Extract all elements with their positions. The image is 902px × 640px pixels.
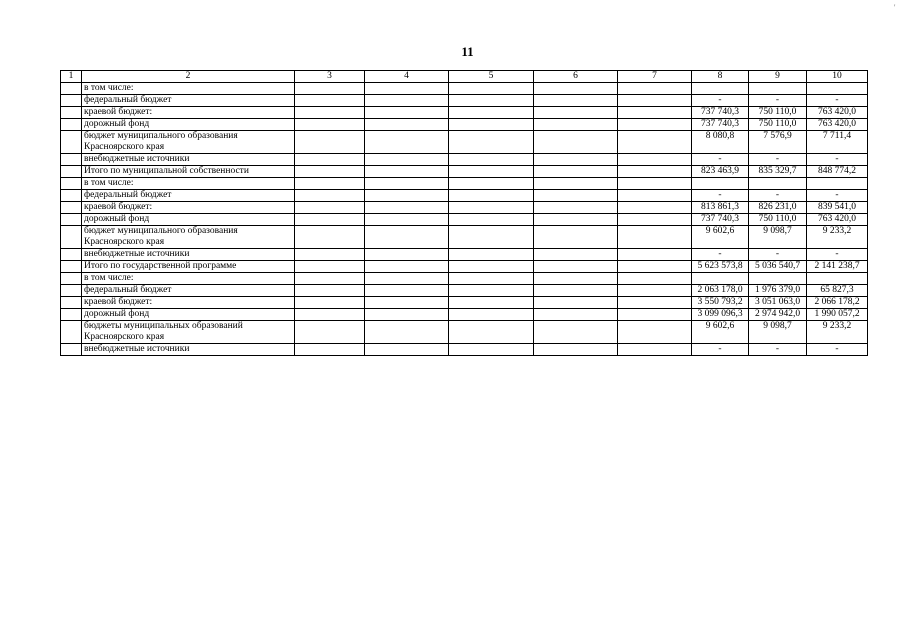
value-col-9: - [749, 95, 807, 107]
value-col-9: 3 051 063,0 [749, 297, 807, 309]
cell-col-7 [618, 214, 692, 226]
cell-col-5 [449, 119, 534, 131]
table-row [61, 154, 868, 166]
table-row [61, 344, 868, 356]
value-col-8: 5 623 573,8 [692, 261, 749, 273]
cell-col-1 [61, 226, 82, 249]
cell-col-5 [449, 154, 534, 166]
cell-col-1 [61, 178, 82, 190]
cell-col-3 [295, 166, 365, 178]
row-label: внебюджетные источники [82, 154, 295, 166]
cell-col-3 [295, 249, 365, 261]
value-col-10: 848 774,2 [807, 166, 868, 178]
value-col-10: - [807, 95, 868, 107]
cell-col-7 [618, 178, 692, 190]
cell-col-6 [534, 214, 618, 226]
value-col-9: 750 110,0 [749, 107, 807, 119]
cell-col-4 [365, 83, 449, 95]
cell-col-4 [365, 249, 449, 261]
value-col-8 [692, 273, 749, 285]
value-col-9: 9 098,7 [749, 321, 807, 344]
cell-col-7 [618, 107, 692, 119]
row-label: в том числе: [82, 83, 295, 95]
row-label: бюджет муниципального образования Красноярского края [82, 131, 295, 154]
cell-col-4 [365, 261, 449, 273]
cell-col-3 [295, 309, 365, 321]
value-col-9 [749, 273, 807, 285]
cell-col-3 [295, 214, 365, 226]
table-row [61, 119, 868, 131]
cell-col-3 [295, 202, 365, 214]
cell-col-1 [61, 309, 82, 321]
row-label: в том числе: [82, 178, 295, 190]
value-col-10: 7 711,4 [807, 131, 868, 154]
cell-col-7 [618, 273, 692, 285]
cell-col-5 [449, 202, 534, 214]
cell-col-5 [449, 285, 534, 297]
cell-col-1 [61, 131, 82, 154]
cell-col-7 [618, 131, 692, 154]
value-col-9: - [749, 190, 807, 202]
cell-col-3 [295, 154, 365, 166]
value-col-9: 1 976 379,0 [749, 285, 807, 297]
cell-col-4 [365, 321, 449, 344]
value-col-9 [749, 83, 807, 95]
value-col-8 [692, 83, 749, 95]
cell-col-3 [295, 344, 365, 356]
cell-col-4 [365, 119, 449, 131]
column-header: 9 [749, 71, 807, 83]
cell-col-7 [618, 261, 692, 273]
value-col-8: 813 861,3 [692, 202, 749, 214]
cell-col-6 [534, 107, 618, 119]
cell-col-6 [534, 83, 618, 95]
cell-col-5 [449, 131, 534, 154]
row-label: краевой бюджет: [82, 202, 295, 214]
cell-col-5 [449, 190, 534, 202]
cell-col-6 [534, 226, 618, 249]
column-header: 6 [534, 71, 618, 83]
cell-col-6 [534, 297, 618, 309]
cell-col-6 [534, 190, 618, 202]
cell-col-6 [534, 309, 618, 321]
value-col-9: 750 110,0 [749, 119, 807, 131]
table-row [61, 261, 868, 273]
row-label: внебюджетные источники [82, 249, 295, 261]
cell-col-1 [61, 249, 82, 261]
table-row [61, 202, 868, 214]
cell-col-4 [365, 309, 449, 321]
value-col-10: - [807, 344, 868, 356]
value-col-8: 737 740,3 [692, 214, 749, 226]
cell-col-4 [365, 166, 449, 178]
value-col-10: 9 233,2 [807, 321, 868, 344]
value-col-8: - [692, 344, 749, 356]
cell-col-6 [534, 95, 618, 107]
cell-col-7 [618, 309, 692, 321]
value-col-9: 7 576,9 [749, 131, 807, 154]
value-col-10: - [807, 154, 868, 166]
cell-col-7 [618, 154, 692, 166]
cell-col-5 [449, 214, 534, 226]
cell-col-7 [618, 344, 692, 356]
cell-col-5 [449, 273, 534, 285]
value-col-10: - [807, 249, 868, 261]
cell-col-5 [449, 107, 534, 119]
table-row [61, 190, 868, 202]
cell-col-1 [61, 154, 82, 166]
cell-col-4 [365, 178, 449, 190]
row-label: бюджет муниципального образования Красноярского края [82, 226, 295, 249]
cell-col-3 [295, 321, 365, 344]
value-col-10: 65 827,3 [807, 285, 868, 297]
cell-col-6 [534, 166, 618, 178]
value-col-8: 3 550 793,2 [692, 297, 749, 309]
cell-col-4 [365, 107, 449, 119]
cell-col-7 [618, 249, 692, 261]
cell-col-3 [295, 83, 365, 95]
cell-col-4 [365, 344, 449, 356]
budget-table [60, 70, 868, 356]
value-col-8: 3 099 096,3 [692, 309, 749, 321]
value-col-8: 9 602,6 [692, 226, 749, 249]
column-header: 2 [82, 71, 295, 83]
cell-col-4 [365, 297, 449, 309]
value-col-10: 9 233,2 [807, 226, 868, 249]
value-col-8: - [692, 154, 749, 166]
value-col-9: 750 110,0 [749, 214, 807, 226]
cell-col-1 [61, 83, 82, 95]
value-col-10: 2 066 178,2 [807, 297, 868, 309]
table-row [61, 297, 868, 309]
cell-col-3 [295, 226, 365, 249]
table-row [61, 107, 868, 119]
cell-col-5 [449, 95, 534, 107]
row-label: краевой бюджет: [82, 297, 295, 309]
column-header: 10 [807, 71, 868, 83]
cell-col-3 [295, 261, 365, 273]
value-col-8: 9 602,6 [692, 321, 749, 344]
cell-col-4 [365, 154, 449, 166]
cell-col-1 [61, 273, 82, 285]
cell-col-4 [365, 285, 449, 297]
cell-col-4 [365, 131, 449, 154]
cell-col-7 [618, 190, 692, 202]
value-col-9: - [749, 249, 807, 261]
row-label: краевой бюджет: [82, 107, 295, 119]
cell-col-3 [295, 190, 365, 202]
cell-col-5 [449, 249, 534, 261]
row-label: бюджеты муниципальных образований Красноярского края [82, 321, 295, 344]
cell-col-5 [449, 344, 534, 356]
row-label: Итого по муниципальной собственности [82, 166, 295, 178]
value-col-9 [749, 178, 807, 190]
cell-col-6 [534, 273, 618, 285]
cell-col-1 [61, 285, 82, 297]
cell-col-6 [534, 119, 618, 131]
scan-mark: ' [894, 3, 896, 12]
column-header: 7 [618, 71, 692, 83]
value-col-8: 737 740,3 [692, 107, 749, 119]
table-header-row [61, 71, 868, 83]
row-label: дорожный фонд [82, 309, 295, 321]
cell-col-7 [618, 166, 692, 178]
cell-col-1 [61, 261, 82, 273]
value-col-9: 9 098,7 [749, 226, 807, 249]
table-row [61, 178, 868, 190]
table-row [61, 131, 868, 154]
cell-col-5 [449, 297, 534, 309]
value-col-8: 2 063 178,0 [692, 285, 749, 297]
row-label: в том числе: [82, 273, 295, 285]
cell-col-1 [61, 107, 82, 119]
table-row [61, 166, 868, 178]
cell-col-5 [449, 178, 534, 190]
page-number: 11 [461, 44, 474, 59]
cell-col-7 [618, 202, 692, 214]
value-col-10 [807, 273, 868, 285]
cell-col-5 [449, 226, 534, 249]
cell-col-1 [61, 297, 82, 309]
cell-col-6 [534, 261, 618, 273]
table-row [61, 249, 868, 261]
cell-col-5 [449, 309, 534, 321]
value-col-8 [692, 178, 749, 190]
value-col-10 [807, 178, 868, 190]
cell-col-7 [618, 226, 692, 249]
cell-col-3 [295, 285, 365, 297]
cell-col-6 [534, 178, 618, 190]
cell-col-5 [449, 166, 534, 178]
cell-col-3 [295, 131, 365, 154]
cell-col-7 [618, 83, 692, 95]
value-col-8: 8 080,8 [692, 131, 749, 154]
cell-col-6 [534, 285, 618, 297]
cell-col-3 [295, 107, 365, 119]
cell-col-5 [449, 261, 534, 273]
column-header: 3 [295, 71, 365, 83]
cell-col-1 [61, 214, 82, 226]
cell-col-6 [534, 131, 618, 154]
cell-col-7 [618, 95, 692, 107]
cell-col-4 [365, 273, 449, 285]
cell-col-1 [61, 119, 82, 131]
cell-col-1 [61, 202, 82, 214]
cell-col-1 [61, 95, 82, 107]
cell-col-4 [365, 214, 449, 226]
row-label: федеральный бюджет [82, 285, 295, 297]
value-col-9: 835 329,7 [749, 166, 807, 178]
row-label: дорожный фонд [82, 214, 295, 226]
cell-col-6 [534, 202, 618, 214]
column-header: 5 [449, 71, 534, 83]
cell-col-3 [295, 178, 365, 190]
row-label: федеральный бюджет [82, 190, 295, 202]
value-col-10: 839 541,0 [807, 202, 868, 214]
value-col-8: - [692, 190, 749, 202]
table-row [61, 285, 868, 297]
column-header: 1 [61, 71, 82, 83]
cell-col-7 [618, 321, 692, 344]
row-label: внебюджетные источники [82, 344, 295, 356]
cell-col-1 [61, 190, 82, 202]
value-col-10: 1 990 057,2 [807, 309, 868, 321]
value-col-10: 2 141 238,7 [807, 261, 868, 273]
value-col-10 [807, 83, 868, 95]
cell-col-7 [618, 297, 692, 309]
value-col-9: - [749, 344, 807, 356]
cell-col-5 [449, 83, 534, 95]
cell-col-6 [534, 154, 618, 166]
value-col-8: 737 740,3 [692, 119, 749, 131]
row-label: федеральный бюджет [82, 95, 295, 107]
value-col-10: - [807, 190, 868, 202]
table-row [61, 83, 868, 95]
value-col-9: 5 036 540,7 [749, 261, 807, 273]
cell-col-6 [534, 344, 618, 356]
cell-col-1 [61, 344, 82, 356]
cell-col-3 [295, 273, 365, 285]
table-row [61, 95, 868, 107]
value-col-10: 763 420,0 [807, 107, 868, 119]
cell-col-4 [365, 226, 449, 249]
value-col-8: - [692, 95, 749, 107]
cell-col-4 [365, 190, 449, 202]
value-col-10: 763 420,0 [807, 214, 868, 226]
cell-col-6 [534, 249, 618, 261]
cell-col-7 [618, 285, 692, 297]
row-label: Итого по государственной программе [82, 261, 295, 273]
cell-col-3 [295, 95, 365, 107]
table-row [61, 273, 868, 285]
cell-col-5 [449, 321, 534, 344]
cell-col-1 [61, 321, 82, 344]
table-row [61, 226, 868, 249]
value-col-8: 823 463,9 [692, 166, 749, 178]
column-header: 4 [365, 71, 449, 83]
cell-col-7 [618, 119, 692, 131]
table-row [61, 321, 868, 344]
cell-col-4 [365, 202, 449, 214]
table-row [61, 309, 868, 321]
table-row [61, 214, 868, 226]
column-header: 8 [692, 71, 749, 83]
cell-col-4 [365, 95, 449, 107]
cell-col-3 [295, 119, 365, 131]
value-col-10: 763 420,0 [807, 119, 868, 131]
value-col-9: 826 231,0 [749, 202, 807, 214]
value-col-9: - [749, 154, 807, 166]
value-col-9: 2 974 942,0 [749, 309, 807, 321]
value-col-8: - [692, 249, 749, 261]
row-label: дорожный фонд [82, 119, 295, 131]
cell-col-3 [295, 297, 365, 309]
cell-col-6 [534, 321, 618, 344]
cell-col-1 [61, 166, 82, 178]
